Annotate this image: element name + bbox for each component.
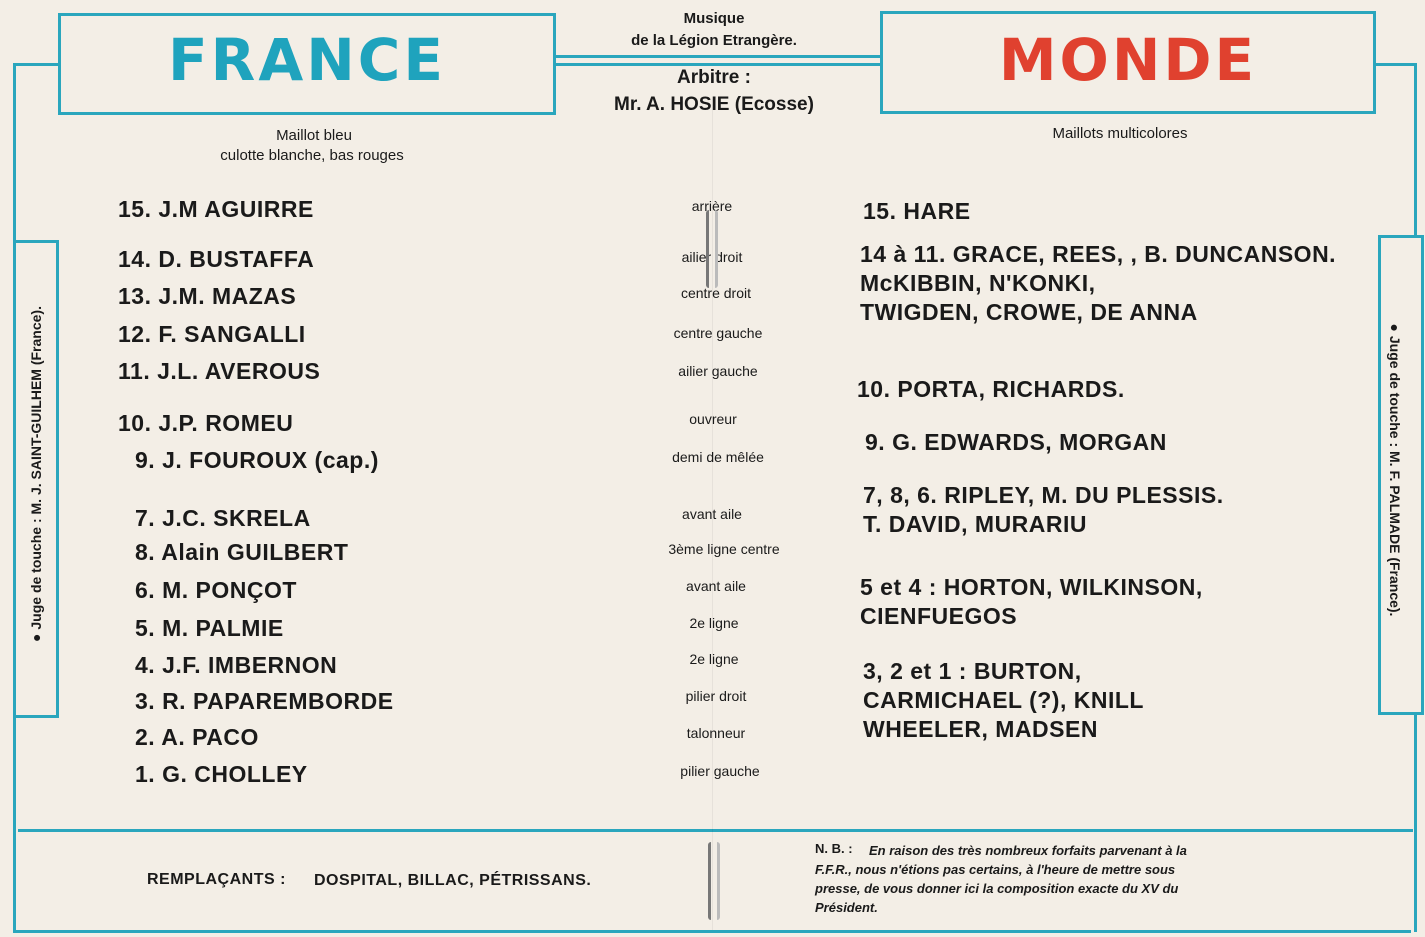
staple-bottom [708, 842, 720, 920]
referee-label: Arbitre : [677, 67, 751, 88]
monde-group-5 [863, 481, 1224, 539]
france-player: 11. J.L. AVEROUS [118, 358, 321, 384]
nb-line: presse, de vous donner ici la composition exacte du XV du [815, 881, 1179, 896]
monde-group-6 [860, 573, 1203, 631]
nb-label: N. B. : [815, 841, 853, 856]
france-player: 1. G. CHOLLEY [135, 761, 308, 787]
monde-group-4 [865, 428, 1167, 457]
monde-group-2 [860, 240, 1336, 327]
position-label: talonneur [686, 725, 746, 741]
monde-line: TWIGDEN, CROWE, DE ANNA [860, 299, 1198, 325]
nb-line: En raison des très nombreux forfaits parvenant à la [869, 843, 1187, 858]
position-label: demi de mêlée [672, 449, 764, 465]
france-kit-line1: Maillot bleu [276, 127, 352, 144]
position-label: ailier droit [681, 249, 743, 265]
music-line1: Musique [683, 10, 745, 27]
music-line2: de la Légion Etrangère. [631, 32, 797, 49]
footer-divider [18, 829, 1413, 832]
monde-group-1 [863, 197, 971, 226]
position-label: avant aile [682, 506, 742, 522]
position-label: ailier gauche [678, 363, 758, 379]
remplacants-label: REMPLAÇANTS : [147, 871, 286, 888]
position-label: avant aile [686, 578, 746, 594]
monde-line: 15. HARE [863, 198, 971, 224]
monde-line: McKIBBIN, N'KONKI, [860, 270, 1096, 296]
monde-group-7 [863, 657, 1144, 744]
france-player: 8. Alain GUILBERT [135, 539, 349, 565]
remplacants-list: DOSPITAL, BILLAC, PÉTRISSANS. [314, 872, 592, 889]
france-player: 9. J. FOUROUX (cap.) [135, 447, 379, 473]
monde-group-3 [857, 375, 1125, 404]
france-player: 10. J.P. ROMEU [118, 410, 294, 436]
bottom-rule [13, 930, 1411, 933]
position-label: pilier gauche [680, 763, 760, 779]
position-label: centre droit [680, 285, 752, 301]
position-label: centre gauche [673, 325, 763, 341]
france-player: 14. D. BUSTAFFA [118, 246, 315, 272]
nb-text [815, 841, 1290, 917]
position-label: arrière [691, 198, 733, 214]
monde-title: MONDE [998, 26, 1258, 94]
monde-line: 5 et 4 : HORTON, WILKINSON, [860, 574, 1203, 600]
monde-line: 3, 2 et 1 : BURTON, [863, 658, 1082, 684]
right-touch-judge: ● Juge de touche : M. F. PALMADE (France). [1387, 323, 1403, 617]
nb-line: Président. [815, 900, 878, 915]
france-player: 4. J.F. IMBERNON [135, 652, 338, 678]
france-player: 7. J.C. SKRELA [135, 505, 311, 531]
france-player: 15. J.M AGUIRRE [118, 196, 314, 222]
position-label: ouvreur [689, 411, 737, 427]
france-player: 3. R. PAPAREMBORDE [135, 688, 394, 714]
monde-line: WHEELER, MADSEN [863, 716, 1098, 742]
nb-line: F.F.R., nous n'étions pas certains, à l'heure de mettre sous [815, 862, 1176, 877]
position-label: 2e ligne [689, 615, 739, 631]
monde-line: 14 à 11. GRACE, REES, , B. DUNCANSON. [860, 241, 1337, 267]
france-player: 12. F. SANGALLI [118, 321, 306, 347]
monde-line: 10. PORTA, RICHARDS. [857, 376, 1125, 402]
center-fold [712, 110, 713, 930]
france-player: 2. A. PACO [135, 724, 259, 750]
position-label: 2e ligne [689, 651, 739, 667]
position-label: pilier droit [685, 688, 747, 704]
monde-line: CIENFUEGOS [860, 603, 1018, 629]
monde-line: 9. G. EDWARDS, MORGAN [865, 429, 1167, 455]
france-player: 6. M. PONÇOT [135, 577, 297, 603]
connector-line [553, 55, 880, 58]
position-label: 3ème ligne centre [668, 541, 780, 557]
france-title: FRANCE [168, 26, 446, 94]
france-player: 13. J.M. MAZAS [118, 283, 297, 309]
monde-line: T. DAVID, MURARIU [863, 511, 1088, 537]
monde-line: CARMICHAEL (?), KNILL [863, 687, 1144, 713]
monde-line: 7, 8, 6. RIPLEY, M. DU PLESSIS. [863, 482, 1224, 508]
referee-name: Mr. A. HOSIE (Ecosse) [614, 94, 814, 115]
left-touch-judge: ● Juge de touche : M. J. SAINT-GUILHEM (France). [28, 306, 44, 642]
france-player: 5. M. PALMIE [135, 615, 284, 641]
monde-kit: Maillots multicolores [1052, 125, 1188, 142]
france-kit-line2: culotte blanche, bas rouges [220, 147, 404, 164]
